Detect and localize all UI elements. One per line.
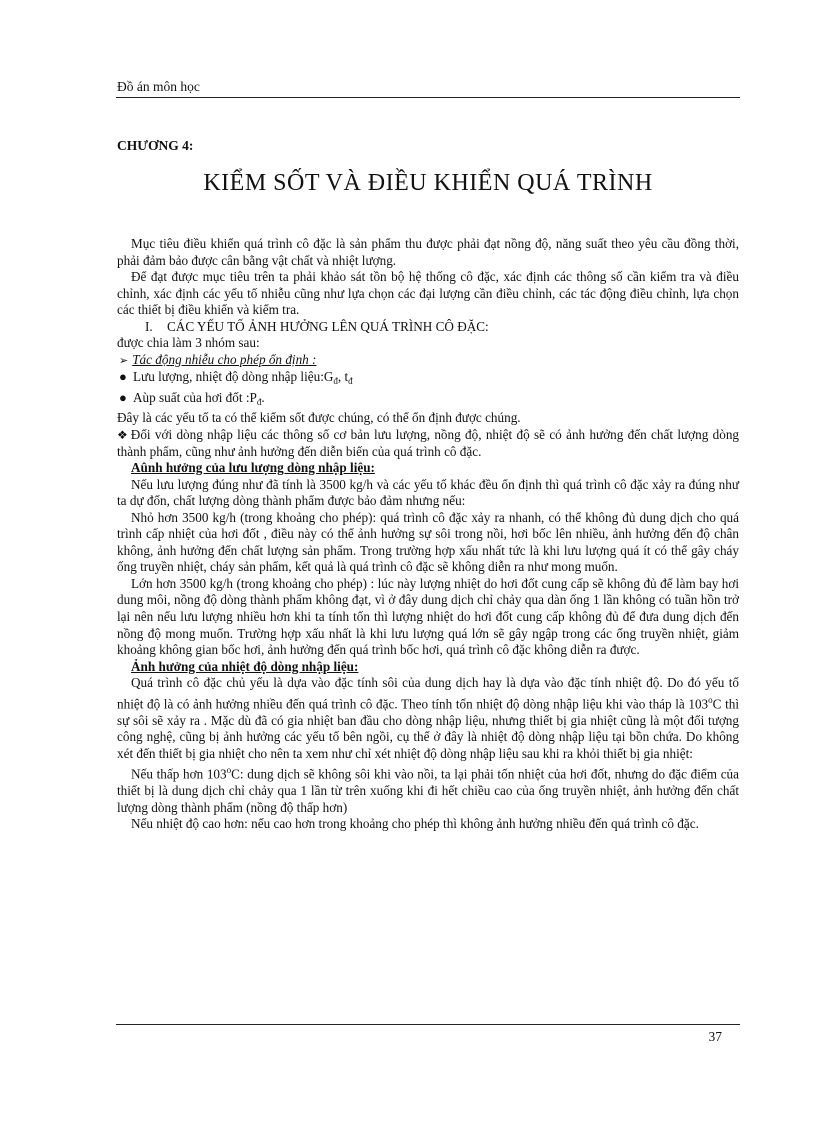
flow-paragraph: Nhỏ hơn 3500 kg/h (trong khoảng cho phép): quá trình cô đặc xảy ra nhanh, có thể không đủ dung dịch cho quá trình cấp nhiệt của hơi đốt , điều này có thể ảnh hưởng sự sôi trong nồi, hơi bốc lên nhiều, ảnh hưởng đến độ chân không, ảnh hưởng đến chất lượng sản phẩm. Trong trường hợp xấu nhất tức là khi lưu lượng quá ít có thể gây cháy ống truyền nhiệt, cháy sản phẩm, kết quả là quá trình cô đặc sẽ không diễn ra như mong muốn.: [117, 509, 739, 575]
flow-paragraph: Lớn hơn 3500 kg/h (trong khoảng cho phép) : lúc này lượng nhiệt do hơi đốt cung cấp sẽ không đủ để làm bay hơi dung môi, nồng độ dòng thành phẩm không đạt, vì ở đây dung dịch chỉ chảy qua dàn ống 1 lần không có tuần hồn trở lại nên nếu lưu lượng nhiều hơn khi ta tính tốn thì lượng nhiệt do hơi đốt cung cấp không đủ để đưa dung dịch đến nồng độ mong muốn. Trường hợp xấu nhất là khi lưu lượng quá lớn sẽ gây ngập trong các ống truyền nhiệt, giảm khoảng không gian bốc hơi, ảnh hưởng đến quá trình bốc hơi, quá trình cô đặc không diễn ra được.: [117, 575, 739, 658]
section-title: CÁC YẾU TỐ ẢNH HƯỞNG LÊN QUÁ TRÌNH CÔ ĐẶC:: [167, 318, 489, 334]
temp-paragraph: [117, 762, 739, 816]
document-body: [117, 236, 739, 833]
footer-divider: [116, 1024, 740, 1025]
section-lead: được chia làm 3 nhóm sau:: [117, 335, 260, 351]
chapter-label: CHƯƠNG 4:: [117, 138, 194, 153]
degree-sup: o: [708, 694, 713, 705]
section-heading: [117, 319, 739, 336]
temp-section-heading: Ảnh hưởng của nhiệt độ dòng nhập liệu:: [131, 658, 359, 674]
temp-paragraph: Nếu nhiệt độ cao hơn: nếu cao hơn trong khoảng cho phép thì không ảnh hưởng nhiều đến quá trình cô đặc.: [131, 816, 699, 832]
flow-paragraph: Nếu lưu lượng đúng như đã tính là 3500 kg/h và các yếu tố khác đều ổn định thì quá trình cô đặc xảy ra đúng như ta dự đốn, chất lượng dòng thành phẩm được bảo đảm nhưng nếu:: [117, 476, 739, 509]
feed-note: [117, 427, 739, 460]
stable-note: Đây là các yếu tố ta có thể kiểm sốt được chúng, có thể ổn định được chúng.: [117, 410, 521, 426]
arrow-bullet-icon: ➢: [119, 354, 129, 367]
temp-text: Quá trình cô đặc chủ yếu là dựa vào đặc tính sôi của dung dịch hay là dựa vào đặc tính nhiệt độ. Do đó yếu tố nhiệt độ là có ảnh hưởng nhiều đến quá trình cô đặc. Theo tính tốn nhiệt độ dòng nhập liệu khi vào tháp là 103: [117, 675, 739, 712]
diamond-bullet-icon: ❖: [117, 428, 129, 443]
subscript: đ: [333, 376, 338, 387]
page-header-title: Đồ án môn học: [117, 79, 200, 94]
temp-paragraph: [117, 675, 739, 762]
subscript: đ: [348, 376, 353, 387]
chapter-title: KIỂM SỐT VÀ ĐIỀU KHIỂN QUÁ TRÌNH: [203, 170, 653, 196]
list-item: [117, 390, 739, 411]
subscript: đ: [256, 396, 262, 407]
flow-section-heading: Aûnh hưởng của lưu lượng dòng nhập liệu:: [131, 460, 375, 476]
page-number: 37: [708, 1029, 722, 1044]
header-divider: [116, 97, 740, 98]
bullet-separator: , t: [337, 369, 349, 385]
group-heading: [117, 352, 739, 370]
bullet-text: Aùp suất của hơi đốt :P: [133, 389, 257, 405]
intro-paragraph: Để đạt được mục tiêu trên ta phải khảo sát tồn bộ hệ thống cô đặc, xác định các thông số cần kiểm tra và điều chỉnh, xác định các yếu tố nhiễu cũng như lựa chọn các đại lượng cần điều chỉnh, các tác động điều chỉnh, lựa chọn các thiết bị điều khiển và kiểm tra.: [117, 269, 739, 318]
group-title: Tác động nhiễu cho phép ổn định :: [132, 351, 317, 367]
bullet-text: Lưu lượng, nhiệt độ dòng nhập liệu:G: [133, 369, 334, 385]
section-number: I.: [145, 318, 153, 334]
intro-paragraph: Mục tiêu điều khiển quá trình cô đặc là sản phẩm thu được phải đạt nồng độ, năng suất theo yêu cầu đồng thời, phải đảm bảo được cân bằng vật chất và nhiệt lượng.: [117, 236, 739, 268]
bullet-icon: ●: [119, 369, 127, 385]
bullet-icon: ●: [119, 389, 127, 405]
list-item: [117, 369, 739, 390]
bullet-end: .: [261, 389, 265, 405]
feed-note-text: Đối với dòng nhập liệu các thông số cơ bản lưu lượng, nồng độ, nhiệt độ sẽ có ảnh hưởng đến chất lượng dòng thành phẩm, cũng như ảnh hưởng đến diễn biến của quá trình cô đặc.: [117, 427, 740, 459]
degree-sup: o: [226, 765, 232, 776]
temp-text: C thì sự sôi sẽ xảy ra . Mặc dù đã có gia nhiệt ban đầu cho dòng nhập liệu, nhưng thiết bị gia nhiệt cũng là một đối tượng công nghệ, cũng bị ảnh hưởng các yếu tố bên ngồi, cụ thể ở đây là nhiệt độ dòng nhập liệu tại bồn chứa. Do không xét đến thiết bị gia nhiệt cho nên ta xem như chỉ xét nhiệt độ dòng nhập liệu sau khi ra khỏi thiết bị gia nhiệt:: [117, 696, 739, 761]
temp-text: C: dung dịch sẽ không sôi khi vào nồi, ta lại phải tốn nhiệt của hơi đốt, nhưng do đặc điểm của thiết bị là dung dịch chỉ chảy qua 1 lần từ trên xuống khi đi hết chiều cao của ống truyền nhiệt, ảnh hưởng đến chất lượng dòng thành phẩm (nồng độ thấp hơn): [117, 766, 740, 815]
temp-text: Nếu thấp hơn 103: [131, 766, 227, 782]
